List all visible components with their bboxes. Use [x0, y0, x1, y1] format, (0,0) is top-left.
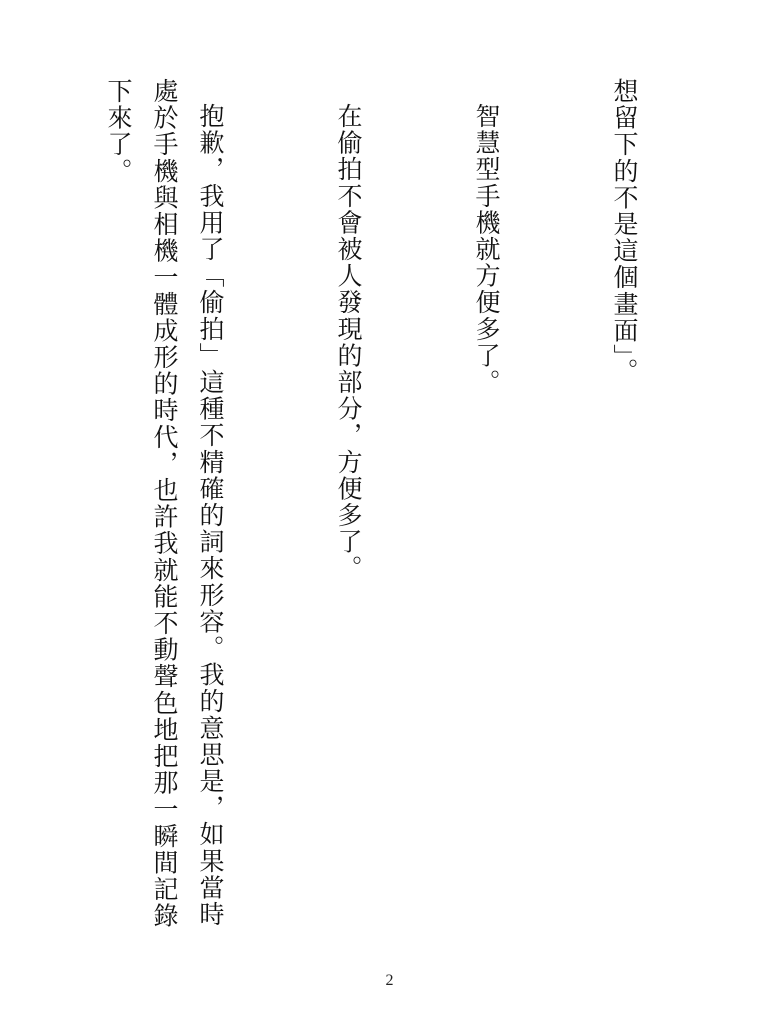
paragraph-4: 抱歉，我用了「偷拍」這種不精確的詞來形容。我的意思是，如果當時處於手機與相機一體成形的時代，也許我就能不動聲色地把那一瞬間記錄下來了。	[104, 78, 225, 930]
paragraph-1: 想留下的不是這個畫面」。	[610, 78, 639, 385]
paragraph-3: 在偷拍不會被人發現的部分，方便多了。	[334, 103, 363, 582]
paragraph-2: 智慧型手機就方便多了。	[472, 103, 501, 396]
page-number: 2	[385, 972, 394, 989]
paragraph-5	[0, 78, 3, 938]
vertical-text-body	[0, 78, 739, 938]
